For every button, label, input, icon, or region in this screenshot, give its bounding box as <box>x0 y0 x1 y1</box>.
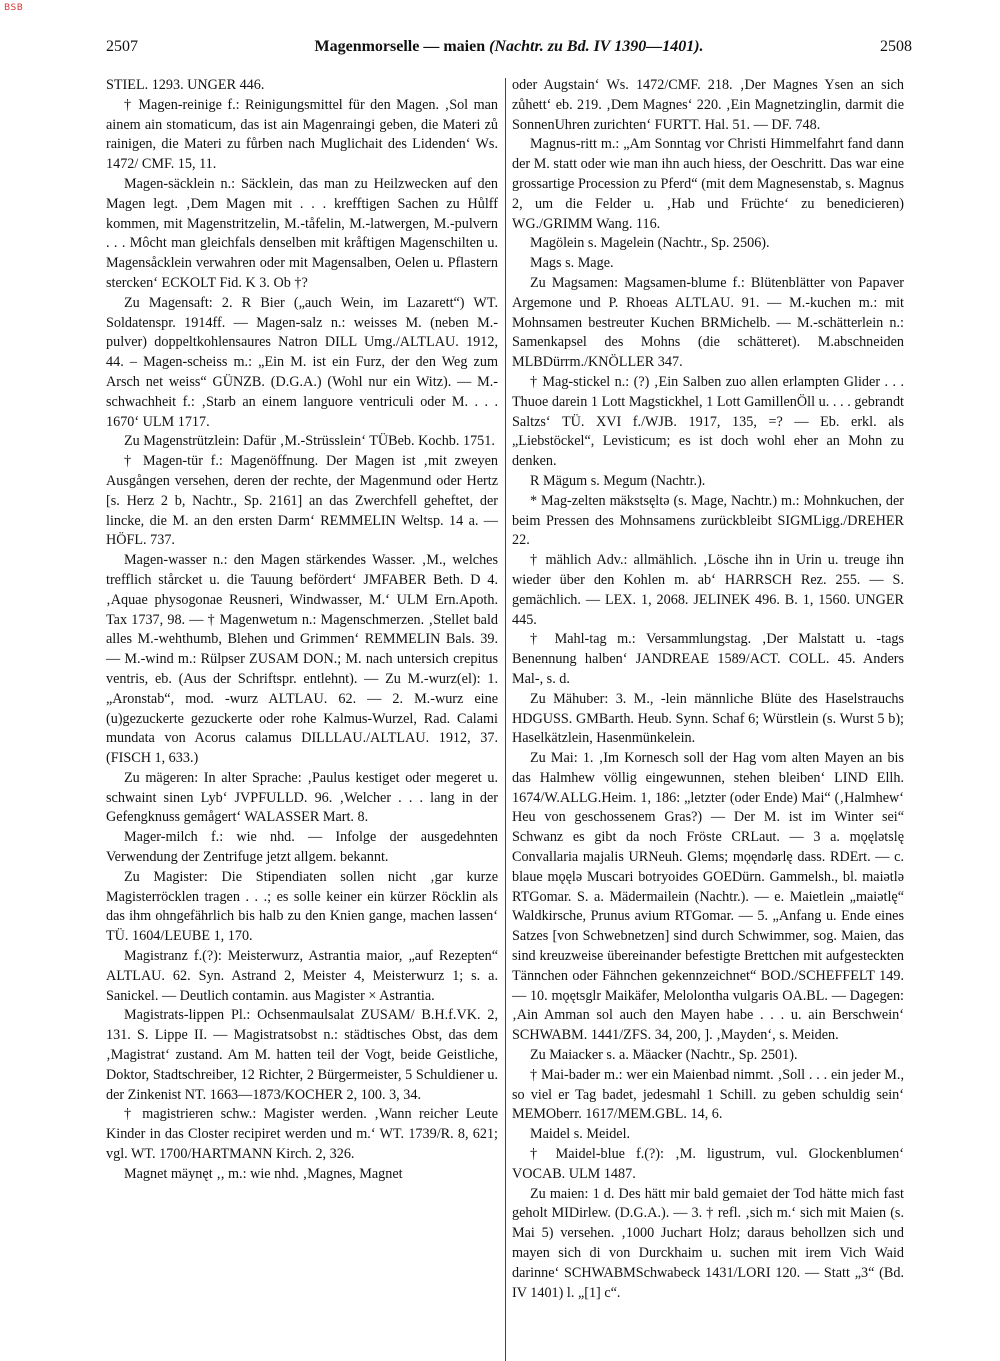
dictionary-entry: * Mag-zelten mäkstsęltǝ (s. Mage, Nachtr.) m.: Mohnkuchen, der beim Pressen des Mohnsamens zurückbleibt SIGMLigg./DREHER 22. <box>512 492 904 549</box>
dictionary-entry: R Mägum s. Megum (Nachtr.). <box>530 472 706 489</box>
dictionary-entry: † Mai-bader m.: wer ein Maienbad nimmt. ‚Soll . . . ein jeder M., so viel er Tag badet, jedesmahl 1 Schill. zu geben schuldig sein‘ MEMOberr. 1617/MEM.GBL. 14, 6. <box>512 1066 904 1123</box>
header-title-words: Magenmorselle — maien <box>314 38 486 55</box>
column-divider <box>505 78 506 1361</box>
dictionary-entry: Zu Magister: Die Stipendiaten sollen nicht ‚gar kurze Magisterröcklen tragen . . .; es solle keiner ein kürzer Röcklin als das ihm ohngefährlich bis halb zu den Knien gange, machen lassen‘ TÜ. 1604/LEUBE 1, 170. <box>106 868 498 945</box>
dictionary-entry: Magen-wasser n.: den Magen stärkendes Wasser. ‚M., welches trefflich stårcket u. die Tauung befördert‘ JMFABER Beth. D 4. ‚Aquae physogonae Reusneri, Windwasser, M.‘ ULM Ern.Apoth. Tax 1737, 98. — † Magenwetum n.: Magenschmerzen. ‚Stellet bald alles M.-wehthumb, Blehen und Grimmen‘ REMMELIN Bals. 39. — M.-wind m.: Rülpser ZUSAM DON.; M. nach untersich crepitus ventris, eb. (Aus der Schriftspr. entlehnt). — Zu M.-wurz(el): 1. „Aronstab“, mod. -wurz ALTLAU. 62. — 2. M.-wurz eine (u)gezuckerte gezuckerte oder rohe Kalmus-Wurzel, Rad. Calami mundata von Acorus calamus DILLLAU./ALTLAU. 1912, 37. (FISCH 1, 633.) <box>106 552 498 767</box>
dictionary-entry: † Maidel-blue f.(?): ‚M. ligustrum, vul. Glockenblumen‘ VOCAB. ULM 1487. <box>512 1146 904 1182</box>
dictionary-entry: Magnet mäynęt ‚, m.: wie nhd. ‚Magnes, Magnet <box>124 1165 403 1182</box>
dictionary-entry: Zu Magensaft: 2. Ɍ Bier („auch Wein, im Lazarett“) WT. Soldatenspr. 1914ff. — Magen-salz n.: weisses M. (neben M.-pulver) doppeltkohlensaures Natron DILL Umg./ALTLAU. 1912, 44. – Magen-scheiss m.: „Ein M. ist ein Furz, der den Weg zum Arsch net weiss“ GÜNZB. (D.G.A.) (Wohl nur ein Witz). — M.-schwachheit f.: ‚Starb an einem languore ventriculi oder M. . . . 1670‘ ULM 1717. <box>106 294 498 430</box>
dictionary-entry: Maidel s. Meidel. <box>530 1126 631 1143</box>
dictionary-entry: Zu Magsamen: Magsamen-blume f.: Blütenblätter von Papaver Argemone und P. Rhoeas ALTLAU. 91. — M.-kuchen m.: mit Mohnsamen bestreuter Kuchen BRMichelb. — M.-schätterlein n.: Samenkapsel des Mohns (die schätteret). M.abschneiden MLBDürrm./KNÖLLER 347. <box>512 274 904 371</box>
dictionary-entry: Zu maien: 1 d. Des hätt mir bald gemaiet der Tod hätte mich fast geholt MIDirlew. (D.G.A.). — 3. † refl. ‚sich m.‘ sich mit Maien (s. Mai 5) versehen. ‚1000 Juchart Holz; daraus behollzen sich und mayen sich di von Durckhaim u. suchen mit irem Vich Waid darinne‘ SCHWABMSchwabeck 1431/LORI 120. — Statt „3“ (Bd. IV 1401) l. „[1] c“. <box>512 1185 904 1301</box>
page-number-right: 2508 <box>880 38 912 55</box>
library-stamp: BSB <box>4 3 24 13</box>
dictionary-entry: Mags s. Mage. <box>530 255 614 272</box>
dictionary-entry: Zu Maiacker s. a. Mäacker (Nachtr., Sp. 2501). <box>530 1047 798 1064</box>
dictionary-entry: Magen-säcklein n.: Säcklein, das man zu Heilzwecken auf den Magen legt. ‚Dem Magen mit . . . krefftigen Sachen zu Hůlff kommen, mit Magenstritzelin, M.-tåfelin, M.-latwergen, M.-pulvern . . . Môcht man gleichfals denselben mit kråftigen Magenschilten u. Magensåcklein verwahren oder mit Magensalben, Oelen u. Pflastern stercken‘ ECKOLT Fid. K 3. Ob †? <box>106 175 498 291</box>
dictionary-entry: † Mag-stickel n.: (?) ‚Ein Salben zuo allen erlampten Glider . . . Thuoe darein 1 Lott Magstickhel, 1 Lott GamillenÖll u. . . . gebrandt Saltzs‘ TÜ. XVI f./WJB. 1917, 135, =? — Eb. erkl. als „Liebstöckel“, Levisticum; es ist doch wohl eher an Mohn zu denken. <box>512 373 904 470</box>
running-header <box>106 38 912 62</box>
dictionary-entry: † Mahl-tag m.: Versammlungstag. ‚Der Malstatt u. -tags Benennung halben‘ JANDREAE 1589/ACT. COLL. 45. Anders Mal-, s. d. <box>512 631 904 687</box>
page-number-left: 2507 <box>106 38 138 55</box>
dictionary-entry: Zu mägeren: In alter Sprache: ‚Paulus kestiget oder megeret u. schwaint sinen Lyb‘ JVPFULLD. 96. ‚Welcher . . . lang in der Gefengknuss gemågert‘ WALASSER Mart. 8. <box>106 769 498 826</box>
dictionary-entry: Zu Mähuber: 3. M., -lein männliche Blüte des Haselstrauchs HDGUSS. GMBarth. Heub. Synn. Schaf 6; Würstlein (s. Wurst 5 b); Haselkätzlein, Hasenmünkelein. <box>512 690 904 747</box>
header-title-reference: (Nachtr. zu Bd. IV 1390—1401). <box>489 38 704 55</box>
entry-continuation: STIEL. 1293. UNGER 446. <box>106 77 265 93</box>
dictionary-entry: † Magen-tür f.: Magenöffnung. Der Magen ist ‚mit zweyen Ausgången versehen, deren der rechte, der Magenmund oder Hertz [s. Herz 2 b, Nachtr., Sp. 2161] an das Zwerchfell geheftet, der lincke, die M. an den ersten Darm‘ REMMELIN Weltsp. 14 a. — HÖFL. 737. <box>106 453 498 549</box>
dictionary-entry: † Magen-reinige f.: Reinigungsmittel für den Magen. ‚Sol man ainem ain stomaticum, das ist ain Magenraingi geben, die Materi zů rainigen, die Materi zu fůrben nach Muglichait des Lidenden‘ Ws. 1472/ CMF. 15, 11. <box>106 96 498 173</box>
dictionary-entry: † magistrieren schw.: Magister werden. ‚Wann reicher Leute Kinder in das Closter recipiret werden und m.‘ WT. 1739/R. 8, 621; vgl. WT. 1700/HARTMANN Kirch. 2, 326. <box>106 1106 498 1163</box>
dictionary-entry: Magistrats-lippen Pl.: Ochsenmaulsalat ZUSAM/ B.H.f.VK. 2, 131. S. Lippe II. — Magistratsobst n.: städtisches Obst, das dem ‚Magistrat‘ zustand. Am M. hatten teil der Vogt, beide Geistliche, Doktor, Stadtschreiber, 12 Richter, 2 Bürgermeister, 5 Schuldiener u. der Zinkenist NT. 1663—1873/KOCHER 2, 100. 3, 34. <box>106 1007 498 1103</box>
header-title <box>106 38 912 56</box>
left-column <box>106 76 498 1185</box>
dictionary-entry: Zu Mai: 1. ‚Im Kornesch soll der Hag vom alten Mayen an bis das Halmhew völlig eingewunnen, stehen bleiben‘ LIND Ellh. 1674/W.ALLG.Heim. 1, 186: „letzter (oder Ende) Mai“ (‚Halmhew‘ Heu von geschossenem Gras?) — Der M. ist im Winter sei“ Schwanz es gibt da noch Fröste CRLaut. — 3 a. mǫęlǝtslę Convallaria majalis URNeuh. Glems; mǫęndǝrlę dass. RDErt. — c. blaue mǫęlǝ Muscari botryoides GOEDürn. Gammelsh., bl. maiǝtlǝ RTGomar. S. a. Mädermailein (Nachtr.). — e. Maietlein „maiǝtlę“ Waldkirsche, Prunus avium RTGomar. — 5. „Anfang u. Ende eines Satzes [von Schwebnetzen] sind durch Schwimmer, sog. Maien, das sind kreuzweise übereinander befestigte Brettchen mit aufgesteckten Tännchen oder Fähnchen gekennzeichnet“ BOD./SCHEFFELT 149. — 10. mǫętsglr Maikäfer, Melolontha vulgaris OA.BL. — Dagegen: ‚Ain Amman sol auch den Mayen habe . . . u. ain Berschwein‘ SCHWABM. 1441/ZFS. 34, 200, ]. ‚Mayden‘, s. Meiden. <box>512 750 904 1044</box>
entry-continuation: oder Augstain‘ Ws. 1472/CMF. 218. ‚Der Magnes Ysen an sich zůhett‘ eb. 219. ‚Dem Magnes‘ 220. ‚Ein Magnetzinglin, darmit die SonnenUhren zurichten‘ FURTT. Hal. 51. — DF. 748. <box>512 77 904 133</box>
dictionary-entry: † mählich Adv.: allmählich. ‚Lösche ihn in Urin u. treuge ihn wieder über den Kohlen m. ab‘ HARRSCH Rez. 255. — S. gemächlich. — LEX. 1, 2068. JELINEK 496. B. 1, 1560. UNGER 445. <box>512 552 904 628</box>
dictionary-entry: Magistranz f.(?): Meisterwurz, Astrantia maior, „auf Rezepten“ ALTLAU. 62. Syn. Astrand 2, Meister 4, Meisterwurz 1; s. a. Sanickel. — Deutlich contamin. aus Magister × Astrantia. <box>106 948 498 1004</box>
right-column <box>512 76 904 1303</box>
dictionary-entry: Zu Magenstrützlein: Dafür ‚M.-Strüsslein‘ TÜBeb. Kochb. 1751. <box>124 433 495 450</box>
dictionary-entry: Mager-milch f.: wie nhd. — Infolge der ausgedehnten Verwendung der Zentrifuge jetzt allgem. bekannt. <box>106 829 498 866</box>
dictionary-entry: Magnus-ritt m.: „Am Sonntag vor Christi Himmelfahrt fand dann der M. statt oder wie man ihn auch hiess, der Oeschritt. Das war eine grossartige Procession zu Pferd“ (mit dem Magnesenstab, s. Magnus 2, um die Felder u. ‚Hab und Früchte‘ zu benedicieren) WG./GRIMM Wang. 116. <box>512 136 904 232</box>
dictionary-entry: Magölein s. Magelein (Nachtr., Sp. 2506). <box>530 235 770 252</box>
